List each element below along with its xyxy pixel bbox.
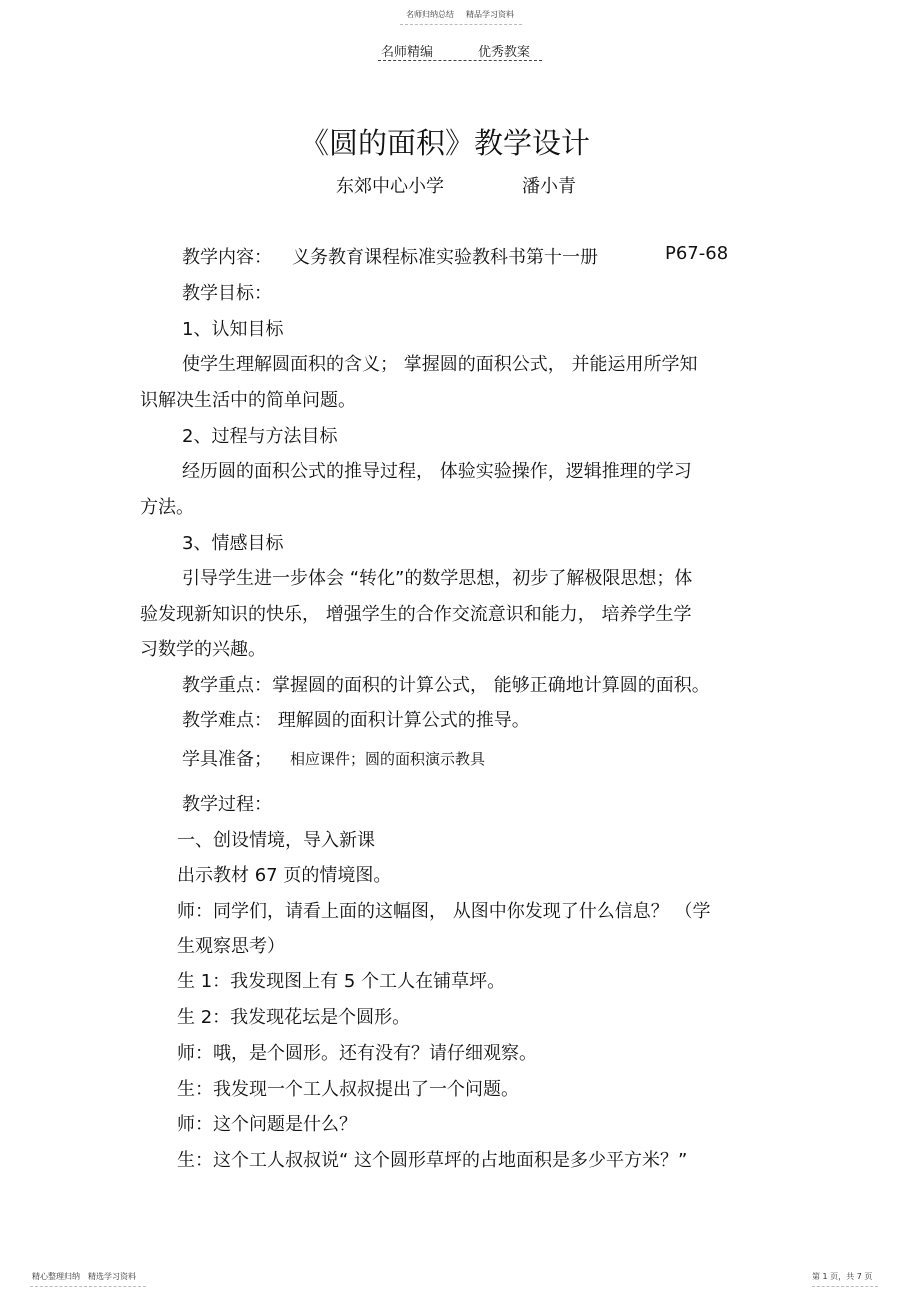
page-title: 《圆的面积》教学设计: [300, 126, 591, 160]
page-footer-left-divider: [30, 1286, 146, 1287]
teaching-content-text: 义务教育课程标准实验教科书第十一册: [292, 247, 598, 268]
key-point: 教学重点：掌握圆的面积的计算公式， 能够正确地计算圆的面积。: [182, 675, 710, 696]
paragraph-6: 生：我发现一个工人叔叔提出了一个问题。: [177, 1079, 519, 1100]
goal3-line2: 验发现新知识的快乐， 增强学生的合作交流意识和能力， 培养学生学: [140, 604, 692, 625]
tools-label: 学具准备；: [182, 749, 272, 770]
author-name: 潘小青: [522, 176, 576, 197]
goal3-line3: 习数学的兴趣。: [140, 639, 266, 660]
goal1-line1: 使学生理解圆面积的含义； 掌握圆的面积公式， 并能运用所学知: [182, 354, 698, 375]
process-label: 教学过程：: [182, 794, 272, 815]
page-footer-right-divider: [812, 1286, 878, 1287]
paragraph-4: 生 2：我发现花坛是个圆形。: [177, 1007, 411, 1028]
tools-text: 相应课件；圆的面积演示教具: [290, 750, 486, 768]
doc-header-divider: [378, 60, 542, 61]
doc-header-left: 名师精编: [381, 45, 434, 60]
goal3-title: 3、情感目标: [182, 533, 284, 554]
doc-header-right: 优秀教案: [478, 45, 531, 60]
difficulty: 教学难点： 理解圆的面积计算公式的推导。: [182, 710, 530, 731]
page-footer-page-number: 第 1 页，共 7 页: [812, 1272, 873, 1281]
goal1-title: 1、认知目标: [182, 319, 284, 340]
paragraph-7: 师：这个问题是什么？: [177, 1114, 357, 1135]
author-school: 东郊中心小学: [336, 176, 444, 197]
paragraph-1: 出示教材 67 页的情境图。: [177, 865, 392, 886]
goals-label: 教学目标：: [182, 283, 272, 304]
goal1-line2: 识解决生活中的简单问题。: [140, 390, 356, 411]
section-1-heading: 一、创设情境，导入新课: [177, 830, 375, 851]
page-footer-left-b: 精选学习资料: [88, 1272, 136, 1281]
goal2-line1: 经历圆的面积公式的推导过程， 体验实验操作，逻辑推理的学习: [182, 461, 692, 482]
paragraph-3: 生 1：我发现图上有 5 个工人在铺草坪。: [177, 971, 506, 992]
page-header-left: 名师归纳总结: [406, 10, 454, 19]
page-header-divider: [400, 24, 522, 25]
page-header-right: 精品学习资料: [466, 10, 514, 19]
goal2-title: 2、过程与方法目标: [182, 426, 338, 447]
teaching-content-pages: P67-68: [665, 243, 729, 264]
goal2-line2: 方法。: [140, 497, 194, 518]
page-footer-left-a: 精心整理归纳: [32, 1272, 80, 1281]
teaching-content-label: 教学内容：: [182, 247, 272, 268]
paragraph-5: 师：哦，是个圆形。还有没有？请仔细观察。: [177, 1043, 537, 1064]
paragraph-8: 生：这个工人叔叔说“ 这个圆形草坪的占地面积是多少平方米？”: [177, 1150, 688, 1171]
goal3-line1: 引导学生进一步体会 “转化”的数学思想，初步了解极限思想；体: [182, 568, 693, 589]
paragraph-2-line1: 师：同学们，请看上面的这幅图， 从图中你发现了什么信息？ （学: [177, 901, 711, 922]
paragraph-2-line2: 生观察思考）: [177, 936, 285, 957]
